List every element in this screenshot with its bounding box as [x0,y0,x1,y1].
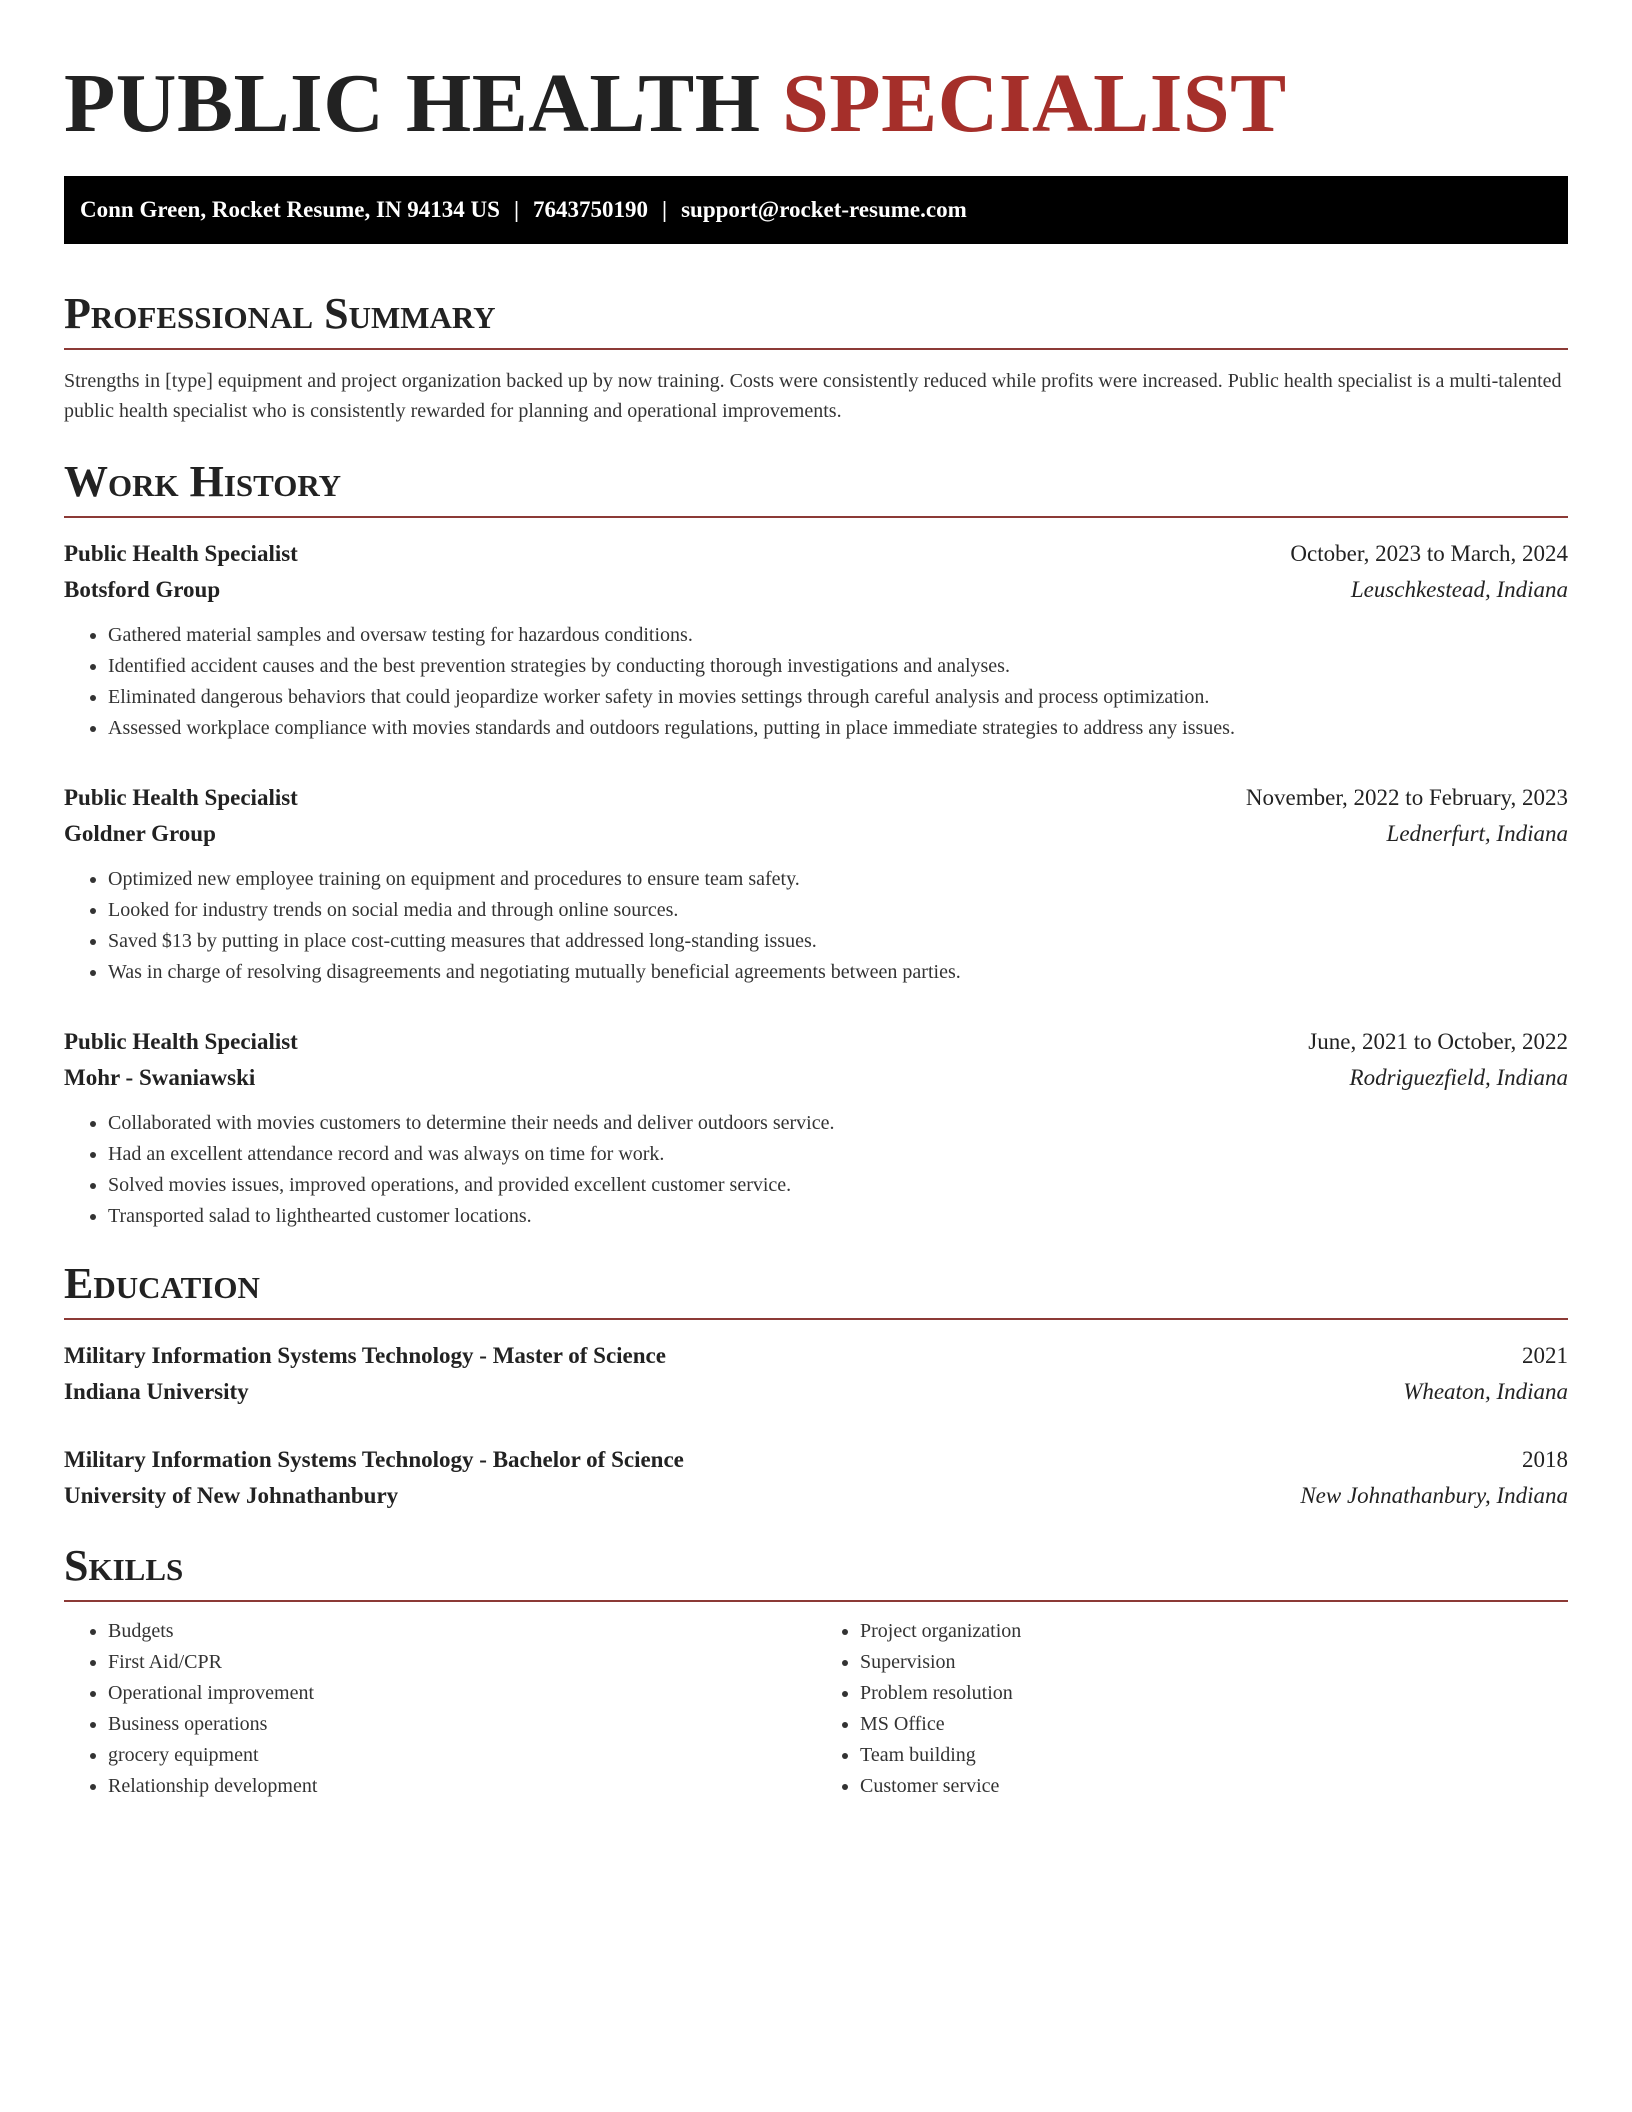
contact-address: Conn Green, Rocket Resume, IN 94134 US [80,197,500,222]
skill-item: • Relationship development [108,1771,816,1802]
skill-item: • grocery equipment [108,1740,816,1771]
skills-left-list [64,1616,816,1802]
skills-heading: Skills [64,1540,1568,1602]
job-bullet: • Looked for industry trends on social media and through online sources. [108,895,1568,926]
job-bullet: • Transported salad to lighthearted customer locations. [108,1201,1568,1232]
job-location: Rodriguezfield, Indiana [1349,1065,1568,1090]
title-main: PUBLIC HEALTH [64,57,761,150]
job-bullet: • Identified accident causes and the best prevention strategies by conducting thorough investigations and analyses. [108,651,1568,682]
job-bullet: • Collaborated with movies customers to determine their needs and deliver outdoors service. [108,1108,1568,1139]
job-bullet: • Saved $13 by putting in place cost-cutting measures that addressed long-standing issues. [108,926,1568,957]
page-title [64,0,1568,152]
education-entry [64,1442,1568,1514]
skill-item: • First Aid/CPR [108,1647,816,1678]
job-company: Goldner Group [64,821,216,846]
education-section [64,1258,1568,1514]
job-entry [64,780,1568,988]
contact-phone: 7643750190 [533,197,649,222]
job-company: Botsford Group [64,577,221,602]
skill-item: • Team building [860,1740,1568,1771]
job-bullet: • Had an excellent attendance record and was always on time for work. [108,1139,1568,1170]
job-company: Mohr - Swaniawski [64,1065,256,1090]
skill-item: • Project organization [860,1616,1568,1647]
skill-item: • Budgets [108,1616,816,1647]
contact-email[interactable]: support@rocket-resume.com [681,197,967,222]
summary-section [64,288,1568,426]
contact-bar [64,176,1568,244]
education-degree: Military Information Systems Technology - Bachelor of Science [64,1447,684,1472]
job-title: Public Health Specialist [64,1029,298,1054]
work-history-section [64,456,1568,1232]
education-year: 2021 [1522,1343,1568,1368]
skill-item: • Problem resolution [860,1678,1568,1709]
education-heading: Education [64,1258,1568,1320]
contact-separator: | [513,197,520,222]
education-school: Indiana University [64,1379,249,1404]
education-degree: Military Information Systems Technology - Master of Science [64,1343,666,1368]
education-entry [64,1338,1568,1410]
work-history-heading: Work History [64,456,1568,518]
job-dates: November, 2022 to February, 2023 [1245,785,1568,810]
education-location: New Johnathanbury, Indiana [1300,1483,1568,1508]
job-bullets [64,864,1568,988]
job-bullet: • Assessed workplace compliance with movies standards and outdoors regulations, putting in place immediate strategies to address any issues. [108,713,1568,744]
skills-right-list [816,1616,1568,1802]
job-bullet: • Solved movies issues, improved operations, and provided excellent customer service. [108,1170,1568,1201]
job-bullet: • Was in charge of resolving disagreements and negotiating mutually beneficial agreements between parties. [108,957,1568,988]
job-bullet: • Eliminated dangerous behaviors that could jeopardize worker safety in movies settings through careful analysis and process optimization. [108,682,1568,713]
skill-item: • Supervision [860,1647,1568,1678]
job-bullet: • Optimized new employee training on equipment and procedures to ensure team safety. [108,864,1568,895]
skill-item: • Business operations [108,1709,816,1740]
summary-text: Strengths in [type] equipment and project organization backed up by now training. Costs were consistently reduced while profits were increased. Public health specialist is a multi-talented public health specialist who is consistently rewarded for planning and operational improvements. [64,370,1562,422]
job-dates: October, 2023 to March, 2024 [1290,541,1568,566]
job-dates: June, 2021 to October, 2022 [1308,1029,1568,1054]
summary-heading: Professional Summary [64,288,1568,350]
job-bullets [64,1108,1568,1232]
job-bullets [64,620,1568,744]
education-location: Wheaton, Indiana [1403,1379,1568,1404]
title-accent: SPECIALIST [782,57,1287,150]
skills-section [64,1540,1568,1802]
job-title: Public Health Specialist [64,785,298,810]
skills-columns [64,1616,1568,1802]
job-title: Public Health Specialist [64,541,298,566]
job-bullet: • Gathered material samples and oversaw testing for hazardous conditions. [108,620,1568,651]
job-entry [64,1024,1568,1232]
contact-separator: | [662,197,668,222]
education-school: University of New Johnathanbury [64,1483,399,1508]
skill-item: • Customer service [860,1771,1568,1802]
skill-item: • MS Office [860,1709,1568,1740]
education-year: 2018 [1522,1447,1568,1472]
job-location: Lednerfurt, Indiana [1386,821,1568,846]
job-location: Leuschkestead, Indiana [1350,577,1568,602]
skill-item: • Operational improvement [108,1678,816,1709]
job-entry [64,536,1568,744]
